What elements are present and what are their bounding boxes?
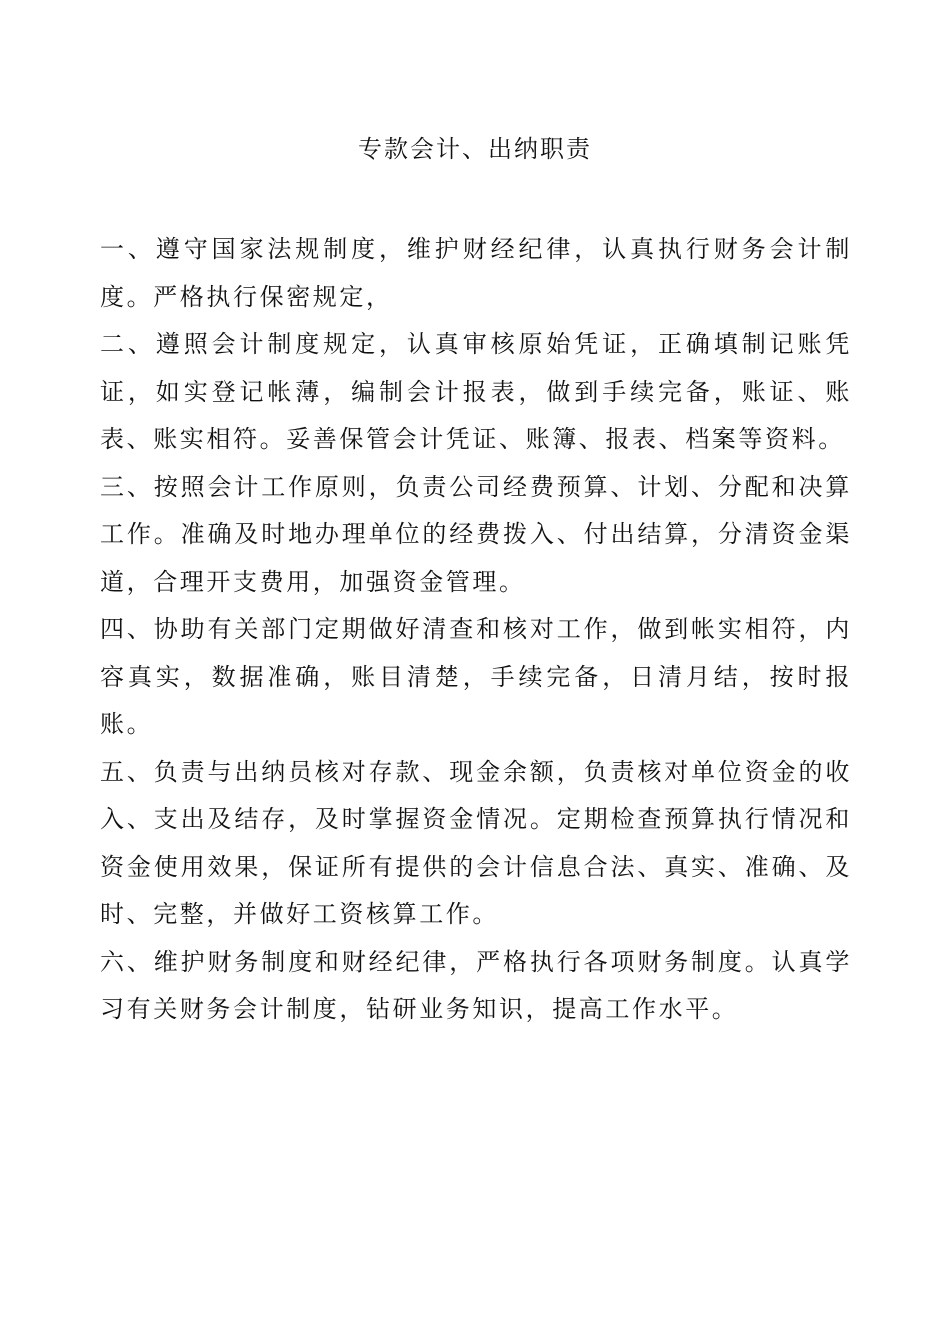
paragraph-2: 二、遵照会计制度规定，认真审核原始凭证，正确填制记账凭证，如实登记帐薄，编制会计报表，做到手续完备，账证、账表、账实相符。妥善保管会计凭证、账簿、报表、档案等资料。 [100, 330, 852, 453]
paragraph-1: 一、遵守国家法规制度，维护财经纪律，认真执行财务会计制度。严格执行保密规定， [100, 235, 852, 311]
paragraph-6: 六、维护财务制度和财经纪律，严格执行各项财务制度。认真学习有关财务会计制度，钻研业务知识，提高工作水平。 [100, 947, 852, 1023]
document-body [100, 226, 852, 1034]
paragraph-5: 五、负责与出纳员核对存款、现金余额，负责核对单位资金的收入、支出及结存，及时掌握资金情况。定期检查预算执行情况和资金使用效果，保证所有提供的会计信息合法、真实、准确、及时、完整，并做好工资核算工作。 [100, 757, 852, 928]
document-title: 专款会计、出纳职责 [358, 135, 592, 163]
paragraph-3: 三、按照会计工作原则，负责公司经费预算、计划、分配和决算工作。准确及时地办理单位的经费拨入、付出结算，分清资金渠道，合理开支费用，加强资金管理。 [100, 472, 852, 596]
paragraph-4: 四、协助有关部门定期做好清查和核对工作，做到帐实相符，内容真实，数据准确，账目清楚，手续完备，日清月结，按时报账。 [100, 615, 852, 738]
